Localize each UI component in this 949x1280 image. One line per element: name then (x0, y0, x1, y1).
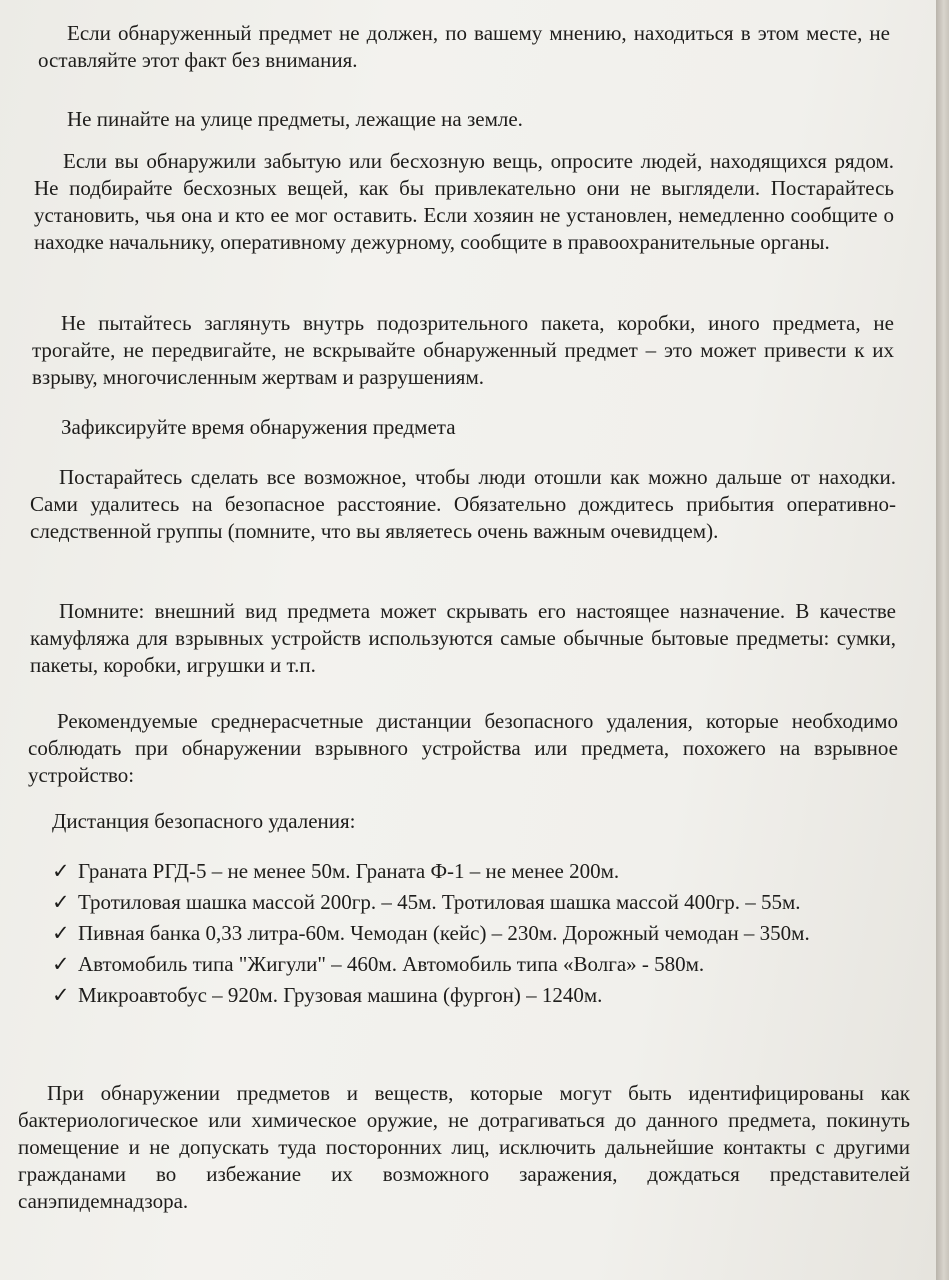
paragraph-record-time: Зафиксируйте время обнаружения предмета (61, 415, 456, 439)
paragraph-recommended-distances: Рекомендуемые среднерасчетные дистанции безопасного удаления, которые необходимо соблюдать при обнаружении взрывного устройства или предмета, похожего на взрывное устройство: (28, 709, 898, 787)
checklist-item (50, 920, 914, 947)
checklist-item (50, 889, 914, 916)
checklist-item (50, 951, 914, 978)
checklist-item-text: Автомобиль типа "Жигули" – 460м. Автомобиль типа «Волга» - 580м. (78, 952, 705, 976)
paragraph-camouflage: Помните: внешний вид предмета может скрывать его настоящее назначение. В качестве камуфляжа для взрывных устройств используются самые обычные бытовые предметы: сумки, пакеты, коробки, игрушки и т.п. (30, 599, 896, 677)
check-icon: ✓ (52, 859, 70, 883)
checklist-item (50, 982, 914, 1009)
checklist-item-text: Пивная банка 0,33 литра-60м. Чемодан (кейс) – 230м. Дорожный чемодан – 350м. (78, 921, 810, 945)
checklist-item-text: Тротиловая шашка массой 200гр. – 45м. Тротиловая шашка массой 400гр. – 55м. (78, 890, 801, 914)
paragraph-bio-chemical: При обнаружении предметов и веществ, которые могут быть идентифицированы как бактериологическое или химическое оружие, не дотрагиваться до данного предмета, покинуть помещение и не допускать туда посторонних лиц, исключить дальнейшие контакты с другими гражданами во избежание их возможного заражения, дождаться представителей санэпидемнадзора. (18, 1081, 910, 1213)
paragraph-do-not-open: Не пытайтесь заглянуть внутрь подозрительного пакета, коробки, иного предмета, не трогайте, не передвигайте, не вскрывайте обнаруженный предмет – это может привести к их взрыву, многочисленным жертвам и разрушениям. (32, 311, 894, 389)
distance-checklist (50, 858, 914, 1013)
paragraph-do-not-kick: Не пинайте на улице предметы, лежащие на земле. (67, 107, 523, 131)
check-icon: ✓ (52, 921, 70, 945)
check-icon: ✓ (52, 983, 70, 1007)
page-edge (936, 0, 949, 1280)
paragraph-abandoned-item: Если вы обнаружили забытую или бесхозную вещь, опросите людей, находящихся рядом. Не подбирайте бесхозных вещей, как бы привлекательно они не выглядели. Постарайтесь установить, чья она и кто ее мог оставить. Если хозяин не установлен, немедленно сообщите о находке начальнику, оперативному дежурному, сообщите в правоохранительные органы. (34, 149, 894, 254)
paragraph-unattended-object: Если обнаруженный предмет не должен, по вашему мнению, находиться в этом месте, не оставляйте этот факт без внимания. (38, 21, 890, 72)
check-icon: ✓ (52, 890, 70, 914)
checklist-item (50, 858, 914, 885)
list-heading: Дистанция безопасного удаления: (52, 809, 356, 833)
check-icon: ✓ (52, 952, 70, 976)
checklist-item-text: Граната РГД-5 – не менее 50м. Граната Ф-1 – не менее 200м. (78, 859, 620, 883)
checklist-item-text: Микроавтобус – 920м. Грузовая машина (фургон) – 1240м. (78, 983, 603, 1007)
paragraph-evacuate: Постарайтесь сделать все возможное, чтобы люди отошли как можно дальше от находки. Сами удалитесь на безопасное расстояние. Обязательно дождитесь прибытия оперативно-следственной группы (помните, что вы являетесь очень важным очевидцем). (30, 465, 896, 543)
